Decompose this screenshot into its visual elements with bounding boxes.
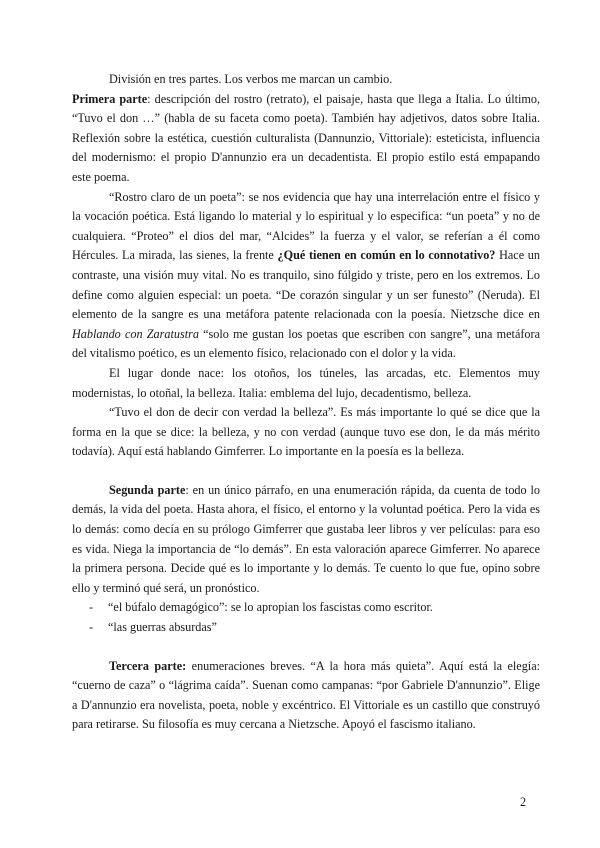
page-number: 2 (520, 795, 527, 809)
part2-bullet-list (72, 598, 540, 637)
part1-question: ¿Qué tienen en común en lo connotativo? (277, 248, 496, 263)
part3-paragraph (72, 657, 540, 735)
book-title: Hablando con Zaratustra (72, 326, 199, 341)
section-spacer (72, 638, 540, 657)
part2-paragraph (72, 481, 540, 599)
list-item: - “las guerras absurdas” (72, 618, 540, 638)
part1-heading: Primera parte (72, 91, 148, 106)
part2-heading: Segunda parte (109, 482, 186, 497)
part1-p2-text-c: “solo me gustan los poetas que escriben con sangre”, una metáfora del vitalismo poético, es un elemento físico, relacionado con el dolor y la vida. (72, 326, 540, 361)
list-item: - “el búfalo demagógico”: se lo apropian los fascistas como escritor. (72, 598, 540, 618)
part3-heading: Tercera parte: (109, 658, 187, 673)
intro-paragraph: División en tres partes. Los verbos me marcan un cambio. (109, 72, 393, 86)
part2-text: : en un único párrafo, en una enumeración rápida, da cuenta de todo lo demás, la vida del poeta. Hasta ahora, el físico, el entorno y la voluntad poética. Pero la vida es lo demás: como decía en su prólogo Gimferrer que gustaba leer libros y ver películas: para eso es vida. Niega la importancia de “lo demás”. En esta valoración aparece Gimferrer. No aparece la primera persona. Decide qué es lo importante y lo demás. Te cuento lo que fue, opino sobre ello y terminó qué será, un pronóstico. (72, 482, 540, 595)
part1-paragraph (72, 90, 540, 188)
document-body (72, 70, 540, 735)
part3-text: enumeraciones breves. “A la hora más quieta”. Aquí está la elegía: “cuerno de caza” o “lágrima caída”. Suenan como campanas: “por Gabriele D'annunzio”. Elige a D'annunzio era novelista, poeta, noble y excéntrico. El Vittoriale es un castillo que construyó para retirarse. Su filosofía es muy cercana a Nietzsche. Apoyó el fascismo italiano. (72, 658, 540, 732)
part1-paragraph-3: El lugar donde nace: los otoños, los túneles, las arcadas, etc. Elementos muy modernistas, lo otoñal, la belleza. Italia: emblema del lujo, decadentismo, belleza. (72, 365, 540, 400)
section-spacer (72, 462, 540, 481)
part1-paragraph-2 (72, 188, 540, 364)
part1-text: : descripción del rostro (retrato), el paisaje, hasta que llega a Italia. Lo último, “Tuvo el don …” (habla de su faceta como poeta). También hay adjetivos, datos sobre Italia. Reflexión sobre la estética, cuestión culturalista (Dannunzio, Vittoriale): esteticista, influencia del modernismo: el propio D'annunzio era un decadentista. El propio estilo está empapando este poema. (72, 91, 540, 184)
part1-paragraph-4: “Tuvo el don de decir con verdad la belleza”. Es más importante lo qué se dice que la forma en la que se dice: la belleza, y no con verdad (aunque tuvo ese don, le da más mérito todavía). Aquí está hablando Gimferrer. Lo importante en la poesía es la belleza. (72, 405, 540, 459)
part1-p2-text-b: Hace un contraste, una visión muy vital. No es tranquilo, sino fúlgido y triste, pero en los extremos. Lo define como alguien especial: un poeta. “De corazón singular y un ser funesto” (Neruda). El elemento de la sangre es una metáfora patente relacionada con la poesía. Nietzsche dice en (72, 248, 540, 322)
part1-p2-text-a: “Rostro claro de un poeta”: se nos evidencia que hay una interrelación entre el físico y la vocación poética. Está ligando lo material y lo espiritual y lo especifica: “un poeta” y no de cualquiera. “Proteo” el dios del mar, “Alcides” la fuerza y el valor, se referían a él como Hércules. La mirada, las sienes, la frente (72, 189, 540, 263)
